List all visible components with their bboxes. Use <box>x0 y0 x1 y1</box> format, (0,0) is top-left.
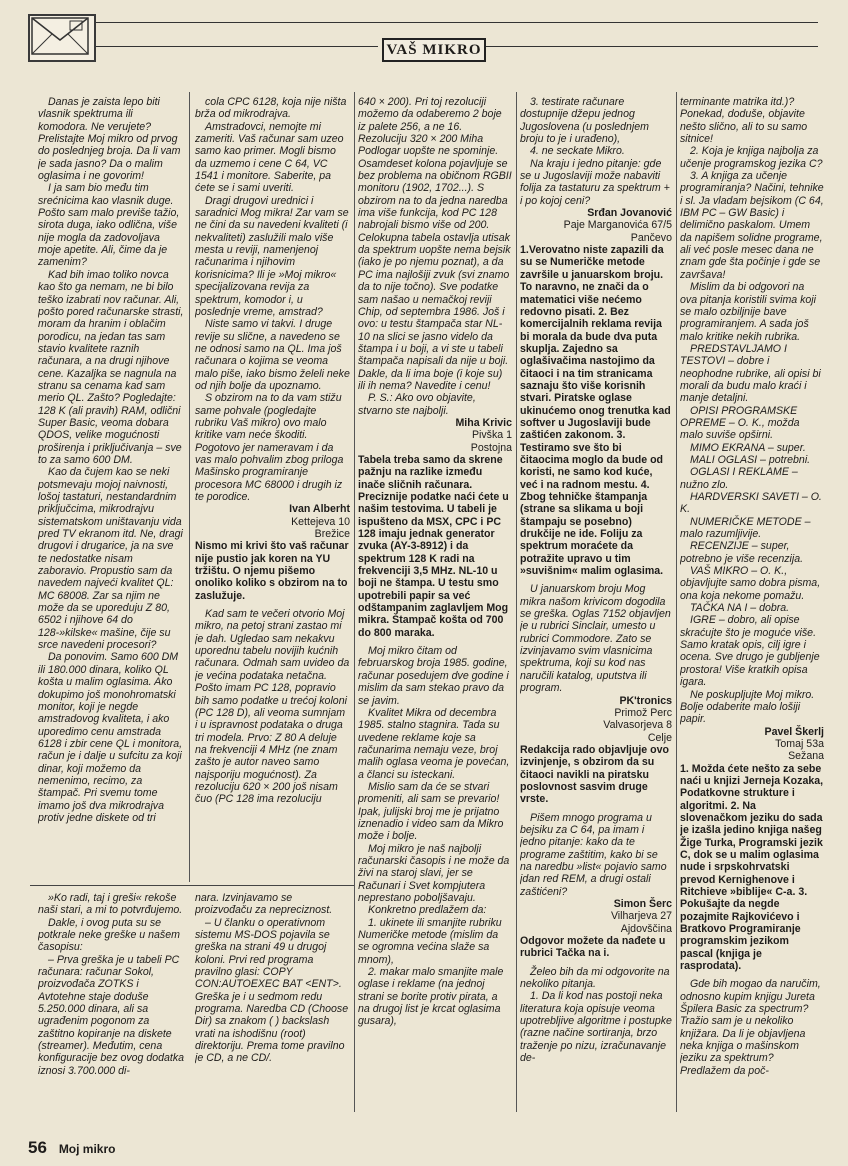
corrections-text: nara. Izvinjavamo se proizvođaču za nepreciznost. – U članku o operativnom sistemu MS-DOS pojavila se greška na strani 49 u drugoj koloni. Prvi red programa pravilno glasi: COPY CON:AUTOEXEC BAT <ENT>. Greška je i u sedmom redu programa. Naredba CD (Choose Dir) sa znakom ( ) backslash vrati na ishodišnu (root) direktoriju. Prema tome pravilno je CD, a ne CD/. <box>195 892 349 1065</box>
author-address: Paje Marganovića 67/5 <box>563 219 672 232</box>
author-name: Srđan Jovanović <box>587 207 672 220</box>
box-rule <box>30 885 354 886</box>
column-divider <box>676 92 677 1112</box>
header-rule-top <box>96 22 818 23</box>
letter-text: Moj mikro čitam od februarskog broja 1985. godine, računar posedujem dve godine i mislim da sam stekao pravo da se javim. Kvalitet Mikra od decembra 1985. stalno stagnira. Tada su uvedene reklame koje sa računarima nemaju veze, broj malih oglasa veoma je povećan, a članci su isteckani. Mislio sam da će se stvari promeniti, ali sam se prevario! Ipak, julijski broj me je prijatno iznenadio i video sam da Mikro može i bolje. Moj mikro je naš najbolji računarski časopis i ne može da živi na staroj slavi, jer se Računari i Svet kompjutera neprestano poboljšavaju. Konkretno predlažem da: 1. ukinete ili smanjite rubriku Numeričke metode (mislim da se ogromna većina slaže sa mnom), 2. makar malo smanjite male oglase i reklame (na jednoj strani se borite protiv pirata, a na drugoj list je krcat oglasima gusara), <box>358 645 510 1028</box>
author-city: Celje <box>647 731 672 744</box>
column-divider <box>354 92 355 1112</box>
editor-reply: 1. Možda ćete nešto za sebe naći u knjizi Jerneja Kozaka, Podatkovne strukture i algoritmi. 2. Na slovenačkom jeziku do sada je izašla jedino knjiga našeg Žige Turka, Programski jezik C, dok se u malim oglasima nude i srpskohrvatski prevod Kernighenove i Ritchieve »biblije« C-a. 3. Pokušajte da negde pozajmite Rajkovićevo i Bratkovo Programiranje programskim jezikom pascal (knjiga je rasprodata). <box>680 762 824 973</box>
letter-text: terminante matrika itd.)? Ponekad, doduše, objavite nešto slično, ali to su samo sitnice! 2. Koja je knjiga najbolja za učenje programskog jezika C? 3. A knjiga za učenje programiranja? Načini, tehnike i sl. Ja vladam bejsikom (C 64, IBM PC – GW Basic) i delimično paskalom. Umem da napišem solidne programe, ali već posle mesec dana ne znam gde šta počinje i gde se završava! Mislim da bi odgovori na ova pitanja koristili svima koji se malo ozbiljnije bave programiranjem. A sada još malo kritike nekih rubrika. PREDSTAVLJAMO I TESTOVI – dobre i neophodne rubrike, ali opisi bi morali da budu malo kraći i manje detaljni. OPISI PROGRAMSKE OPREME – O. K., možda malo suviše opširni. MIMO EKRANA – super. MALI OGLASI – potrebni. OGLASI I REKLAME – nužno zlo. HARDVERSKI SAVETI – O. K. NUMERIČKE METODE – malo razumljivije. RECENZIJE – super, potrebno je više recenzija. VAŠ MIKRO – O. K., objavljujte samo dobra pisma, ona koja nekome pomažu. TAČKA NA I – dobra. IGRE – dobro, ali opise skraćujte što je moguće više. Samo kratak opis, cilj igre i ocena. Sve drugo je gubljenje prostora! Više kratkih opisa igara. Ne poskupljujte Moj mikro. Bolje odaberite malo lošiji papir. <box>680 96 824 726</box>
author-city: Pančevo <box>630 231 672 244</box>
column-2 <box>195 96 350 882</box>
letter-text: Pišem mnogo programa u bejsiku za C 64, pa imam i jedno pitanje: kako da te programe zaštitim, kako bi se na naredbu »list« pojavio samo jdan red REM, a drugi ostali zaštićeni? <box>520 811 667 898</box>
editor-reply: Odgovor možete da nađete u rubrici Tačka na i. <box>520 935 666 960</box>
letter-text: Gde bih mogao da naručim, odnosno kupim knjigu Jureta Špilera Basic za spectrum? Tražio sam je u nekoliko knjižara. Da li je objavljena neka knjiga o mašinskom jeziku za spektrum? Predlažem da poč- <box>680 978 821 1077</box>
column-4 <box>520 96 672 1110</box>
author-address: Primož Perc <box>614 706 672 719</box>
author-address: Kettejeva 10 <box>291 515 350 528</box>
editor-reply: Tabela treba samo da skrene pažnju na razlike između inače sličnih računara. Preciznije podatke naći ćete u našim testovima. U tabeli je ispušteno da MSX, CPC i PC 128 imaju jednak generator zvuka (AY-3-8912) i da spektrum 128 K radi na frekvenciji 3,5 MHz. NL-10 u boji ne štampa. U testu smo upotrebili papir sa već odštampanim zaglavljem Mog mikra. Štampač košta od 700 do 800 maraka. <box>358 453 509 639</box>
magazine-name: Moj mikro <box>58 1142 116 1156</box>
page-footer <box>28 1138 115 1158</box>
header-rule-left <box>96 46 378 47</box>
letter-text: 3. testirate računare dostupnije džepu jednog Jugoslovena (u poslednjem broju to je i urađeno), 4. ne seckate Mikro. Na kraju i jedno pitanje: gde se u Jugoslaviji može nabaviti folija za tastaturu za spektrum + i po kojoj ceni? <box>520 96 670 207</box>
author-name: Simon Šerc <box>613 898 672 910</box>
editor-reply: Redakcija rado objavljuje ovo izvinjenje, s obzirom da su čitaoci navikli na piratsku poslovnost sasvim druge vrste. <box>520 743 669 806</box>
column-5 <box>680 96 824 1110</box>
envelope-icon <box>28 14 96 62</box>
author-street: Valvasorjeva 8 <box>603 719 672 732</box>
author-name: Miha Krivic <box>455 416 512 429</box>
corrections-text: »Ko radi, taj i greši« rekoše naši stari, a mi to potvrđujemo. Dakle, i ovog puta su se potkrale neke greške u našem časopisu: – Prva greška je u tabeli PC računara: računar Sokol, proizvođača ZOTKS i Avtotehne staje doduše 5.250.000 dinara, ali sa ugrađenim pogonom za zaštitno kopiranje na diskete (streamer). Međutim, cena konfiguracije bez ovog dodatka iznosi 3.700.000 di- <box>38 892 185 1077</box>
author-name: PK'tronics <box>619 694 672 707</box>
section-title: VAŠ MIKRO <box>382 38 486 62</box>
author-city: Sežana <box>788 750 824 763</box>
column-3 <box>358 96 512 1110</box>
editor-reply: 1.Verovatno niste zapazili da su se Numeričke metode završile u januarskom broju. To naravno, ne znači da o matematici više nećemo redovno pisati. 2. Bez komercijalnih reklama revija bi morala da bude dva puta skuplja. Zajedno sa oglašivačima nastojimo da čitaoci i na tim stranicama saznaju što više korisnih stvari. Piratske oglase ukinućemo onog trenutka kad softver u Jugoslaviji bude zaštićen zakonom. 3. Testiramo sve što bi čitaocima moglo da bude od koristi, ne samo kod kuće, već i na radnom mestu. 4. Zbog tehničke štampanja (strane sa slikama u boji štampaju se posebno) drukčije ne ide. Foliju za spektrum moraćete da potražite upravo u tim »suvišnim« malim oglasima. <box>520 244 671 578</box>
letter-text: cola CPC 6128, koja nije ništa brža od mikrodrajva. Amstradovci, nemojte mi zameriti. Vaš računar sam uzeo samo kao primer. Mogli bismo da uzmemo i cene C 64, VC 1541 i monitore. Saberite, pa ćete se i sami uveriti. Dragi drugovi urednici i saradnici Mog mikra! Zar vam se ne čini da su navedeni kvaliteti (i nekvaliteti) zaslužili malo više mesta u reviji, namenjenoj računarima i njihovim korisnicima? Ili je »Moj mikro« specijalizovana revija za spektrum, komodor i, u poslednje vreme, amstrad? Niste samo vi takvi. I druge revije su slične, a navedeno se ne odnosi samo na QL. Ima još računara o kojima se veoma malo piše, iako bismo želeli neke od njih bolje da upoznamo. S obzirom na to da vam stižu same pohvale (pogledajte rubriku Vaš mikro) ovo malo kritike vam neće škoditi. Pogotovo jer nameravam i da vas malo pohvalim zbog priloga Mašinsko programiranje procesora MC 68000 i drugih iz te porodice. <box>195 96 350 503</box>
author-city: Brežice <box>314 528 350 541</box>
author-name: Ivan Alberht <box>289 503 350 516</box>
author-city: Postojna <box>470 441 512 454</box>
letter-text: U januarskom broju Mog mikra našom krivicom dogodila se greška. Oglas 7152 objavljen je u rubrici Sinclair, umesto u rubrici Commodore. Zato se izvinjavamo svim vlasnicima spektruma, koji su kod nas naručili katalog, uputstva ili program. <box>520 583 671 695</box>
author-city: Ajdovščina <box>620 922 672 935</box>
column-1 <box>38 96 184 882</box>
letter-text: Želeo bih da mi odgovorite na nekoliko pitanja. 1. Da li kod nas postoji neka literatura koja opisuje veoma upotrebljive algoritme i postupke (razne načine sortiranja, brzo traženje po nizu, izračunavanje de- <box>520 965 672 1065</box>
editor-reply: Nismo mi krivi što vaš računar nije pustio jak koren na YU tržištu. O njemu pišemo onoliko koliko s obzirom na to zaslužuje. <box>195 540 349 602</box>
author-name: Pavel Škerlj <box>764 725 824 738</box>
author-address: Vilharjeva 27 <box>610 910 672 923</box>
column-divider <box>516 92 517 1112</box>
author-address: Pivška 1 <box>471 429 512 442</box>
header-rule-right <box>486 46 818 47</box>
page-number: 56 <box>28 1138 47 1157</box>
letter-text: Danas je zaista lepo biti vlasnik spektruma ili komodora. Ne verujete? Prelistajte Moj mikro od prvog do poslednjeg broja. Da li vam je sada jasno? Da o malim oglasima i ne govorim! I ja sam bio među tim srećnicima kao vlasnik duge. Pošto sam malo previše tažio, sirota duga, iako odlična, više nije mogla da zadovoljava moje apetite. Ali, čime da je zamenim? Kad bih imao toliko novca kao što ga nemam, ne bi bilo teško izabrati nov računar. Ali, pošto pored računarske strasti, moram da hranim i oblačim porodicu, na jedan tas sam stavio kvalitete raznih računara, a na drugi njihove cene. Kazaljka se nagnula na stranu sa cenama kad sam merio QL. Zašto? Pogledajte: 128 K (ali pravih) RAM, odlični Super Basic, veoma dobara QDOS, velike mogućnosti proširenja i priključivanja – sve to za samo 600 DM. Kao da čujem kao se neki potsmevaju mojoj naivnosti, lošoj tastaturi, nestandardnim priključcima, mikrodrajvu sistematskom uništavanju vida pred TV ekranom itd. Ne, dragi drugovi i drugarice, ja na sve te nedostatke nisam zaboravio. Propustio sam da navedem najveći kvalitet QL: MC 68008. Zar sa njim ne može da se uporeduju Z 80, 6502 i njihove 64 do 128-»kilske« mašine, čije su srce navedeni procesori? Da ponovim. Samo 600 DM ili 180.000 dinara, koliko QL košta u malim oglasima. Ako dokupimo još monohromatski monitor, koji je negde amstradovog kvaliteta, i ako uporedimo cenu amstrada 6128 i zbir cene QL i monitora, račun je i dalje u sufcitu za koji dinar, koji možemo da nemenimo, recimo, za štampač. Pri svemu tome imamo još dva mikrodrajva protiv jedne diskete od tri <box>38 96 184 824</box>
letter-text: Kad sam te večeri otvorio Moj mikro, na petoj strani zastao mi je dah. Ugledao sam nekakvu uporednu tabelu novijih kućnih računara. Odmah sam uvideo da je većina podataka netačna. Pošto imam PC 128, popravio bih samo podatke u trećoj koloni (PC 128 D), ali veoma sumnjam i u ispravnost podataka o druga tri modela. Prvo: Z 80 A deluje na frekvenciji 4 MHz (ne znam zašto je autor naveo samo najsporiju mogućnost). Za rezoluciju 620 × 200 još nisam čuo (PC 128 ima rezoluciju <box>195 608 350 806</box>
letter-text: 640 × 200). Pri toj rezoluciji možemo da odaberemo 2 boje iz palete 256, a ne 16. Rezoluciju 320 × 200 Miha Podlogar uopšte ne spominje. Osamdeset kolona pojavljuje se bez problema na običnom RGBII monitoru (1902, 1702...). S obzirom na to da jedna naredba ima više funkcija, kod PC 128 nabrojali bismo više od 200. Celokupna tabela ostavlja utisak da spektrum uopšte nema bejsik (iako je po njemu poznat), a da PC ima najlošiji zvuk (svi znamo da to nije točno). Sve podatke sam našao u nemačkoj reviji Chip, od septembra 1986. Još i ovo: u testu štampača star NL-10 na slici se jasno videlo da štampa i u boji, a vi ste u tabeli štampača napisali da nije u boji. Dakle, da li ima boje (i koje su) ili ih nema? Navedite i cenu! P. S.: Ako ovo objavite, stvarno ste najbolji. <box>358 96 512 417</box>
author-address: Tomaj 53a <box>775 737 824 750</box>
column-divider <box>189 92 190 882</box>
corrections-right <box>195 892 350 1112</box>
corrections-left <box>38 892 186 1112</box>
